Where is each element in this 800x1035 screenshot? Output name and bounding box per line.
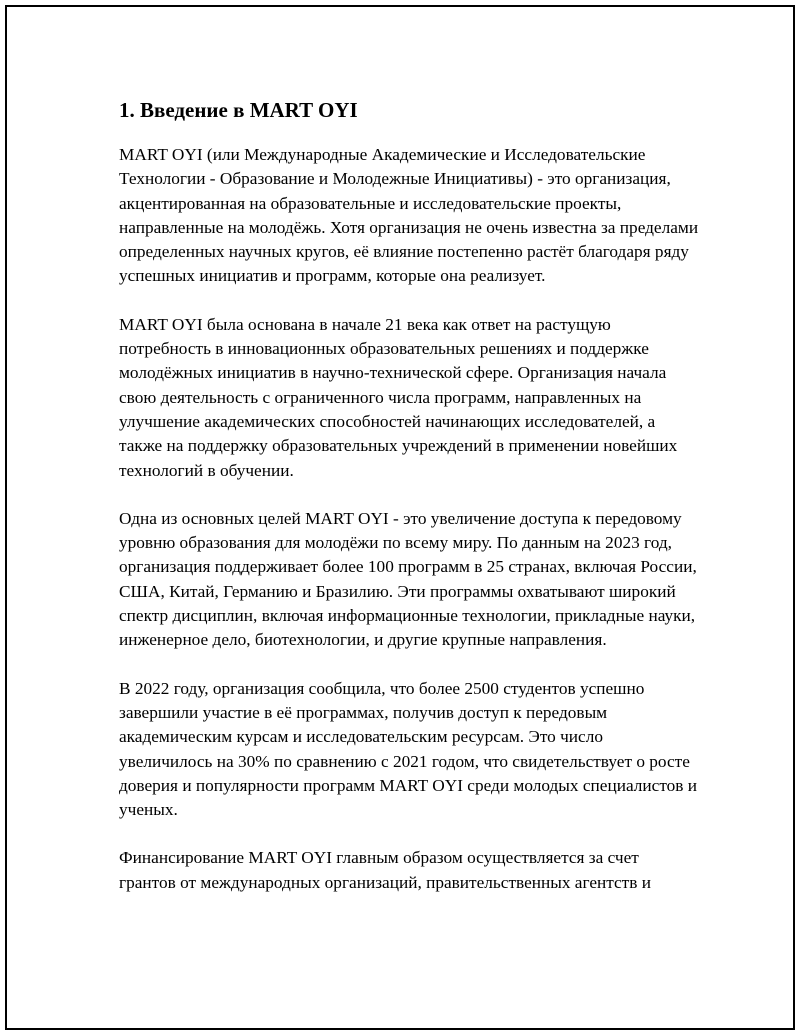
document-body xyxy=(119,95,699,919)
paragraph-founding: MART OYI была основана в начале 21 века как ответ на растущую потребность в инновационных образовательных решениях и поддержке молодёжных инициатив в научно-технической сфере. Организация начала свою деятельность с ограниченного числа программ, направленных на улучшение академических способностей начинающих исследователей, а также на поддержку образовательных учреждений в применении новейших технологий в обучении. xyxy=(119,314,678,480)
document-page xyxy=(5,5,795,1030)
paragraph-goals: Одна из основных целей MART OYI - это увеличение доступа к передовому уровню образования для молодёжи по всему миру. По данным на 2023 год, организация поддерживает более 100 программ в 25 странах, включая России, США, Китай, Германию и Бразилию. Эти программы охватывают широкий спектр дисциплин, включая информационные технологии, прикладные науки, инженерное дело, биотехнологии, и другие крупные направления. xyxy=(119,508,697,650)
section-heading: 1. Введение в MART OYI xyxy=(119,98,358,122)
paragraph-funding: Финансирование MART OYI главным образом осуществляется за счет грантов от международных организаций, правительственных агентств и xyxy=(119,848,651,892)
paragraph-results: В 2022 году, организация сообщила, что более 2500 студентов успешно завершили участие в её программах, получив доступ к передовым академическим курсам и исследовательским ресурсам. Это число увеличилось на 30% по сравнению с 2021 годом, что свидетельствует о росте доверия и популярности программ MART OYI среди молодых специалистов и ученых. xyxy=(119,678,698,820)
paragraph-introduction: MART OYI (или Международные Академические и Исследовательские Технологии - Образование и Молодежные Инициативы) - это организация, акцентированная на образовательные и исследовательские проекты, направленные на молодёжь. Хотя организация не очень известна за пределами определенных научных кругов, её влияние постепенно растёт благодаря ряду успешных инициатив и программ, которые она реализует. xyxy=(119,145,699,286)
